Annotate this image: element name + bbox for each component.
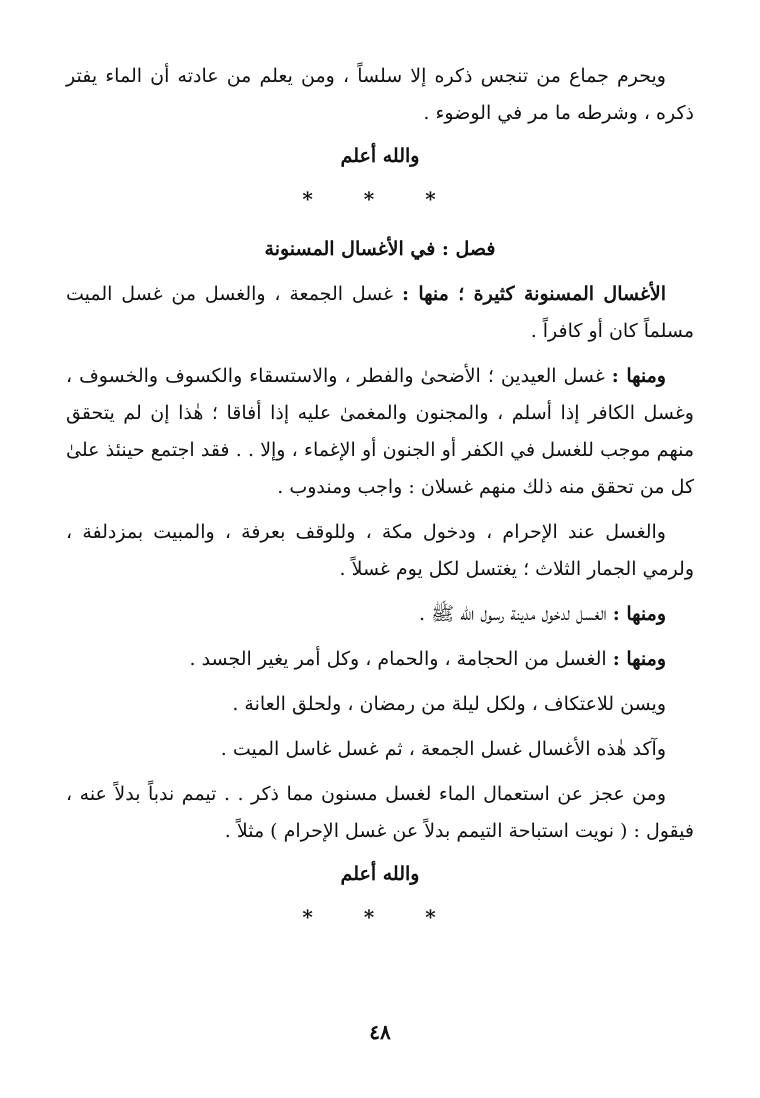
paragraph-text: غسل العيدين ؛ الأضحىٰ والفطر ، والاستسقاء والكسوف والخسوف ، وغسل الكافر إذا أسلم ، والمجنون والمغمىٰ عليه إذا أفاقا ؛ هٰذا إن لم يتحقق منهم موجب للغسل في الكفر أو الجنون أو الإغماء ، وإلا . . فقد اجتمع حينئذ علىٰ كل من تحقق منه ذلك منهم غسلان : واجب ومندوب .	[66, 365, 694, 498]
paragraph-text: الغسل لدخول مدينة رسول الله ﷺ .	[419, 603, 613, 625]
paragraph	[66, 596, 694, 633]
paragraph-text: والغسل عند الإحرام ، ودخول مكة ، وللوقف بعرفة ، والمبيت بمزدلفة ، ولرمي الجمار الثلاث ؛ يغتسل لكل يوم غسلاً .	[66, 521, 694, 580]
separator-stars: * * *	[302, 905, 458, 929]
paragraph-text: ويسن للاعتكاف ، ولكل ليلة من رمضان ، ولحلق العانة .	[232, 693, 666, 715]
paragraph	[66, 776, 694, 850]
intro-paragraph: ويحرم جماع من تنجس ذكره إلا سلساً ، ومن يعلم من عادته أن الماء يفتر ذكره ، وشرطه ما مر في الوضوء .	[66, 65, 694, 124]
section-heading: فصل : في الأغسال المسنونة	[264, 238, 496, 260]
paragraph	[66, 686, 694, 723]
page-number: ٤٨	[369, 1020, 391, 1044]
paragraph-text: غسل الجمعة ، والغسل من غسل الميت مسلماً كان أو كافراً .	[66, 283, 694, 342]
paragraph-lead: ومنها :	[612, 648, 666, 670]
paragraph	[66, 641, 694, 678]
paragraph-lead: ومنها :	[611, 365, 666, 387]
paragraph-lead: ومنها :	[612, 603, 666, 625]
paragraph	[66, 514, 694, 588]
page-body	[66, 58, 694, 943]
paragraph-text: وآكد هٰذه الأغسال غسل الجمعة ، ثم غسل غاسل الميت .	[220, 738, 666, 760]
separator-stars: * * *	[302, 187, 458, 211]
paragraph-text: ومن عجز عن استعمال الماء لغسل مسنون مما ذكر . . تيمم ندباً بدلاً عنه ، فيقول : ( نويت استباحة التيمم بدلاً عن غسل الإحرام ) مثلاً .	[66, 783, 694, 842]
closing-phrase: والله أعلم	[340, 145, 420, 167]
paragraph	[66, 731, 694, 768]
paragraph	[66, 358, 694, 506]
paragraph	[66, 276, 694, 350]
paragraph-text: الغسل من الحجامة ، والحمام ، وكل أمر يغير الجسد .	[189, 648, 613, 670]
paragraph-lead: الأغسال المسنونة كثيرة ؛ منها :	[401, 283, 666, 305]
closing-phrase: والله أعلم	[340, 863, 420, 885]
